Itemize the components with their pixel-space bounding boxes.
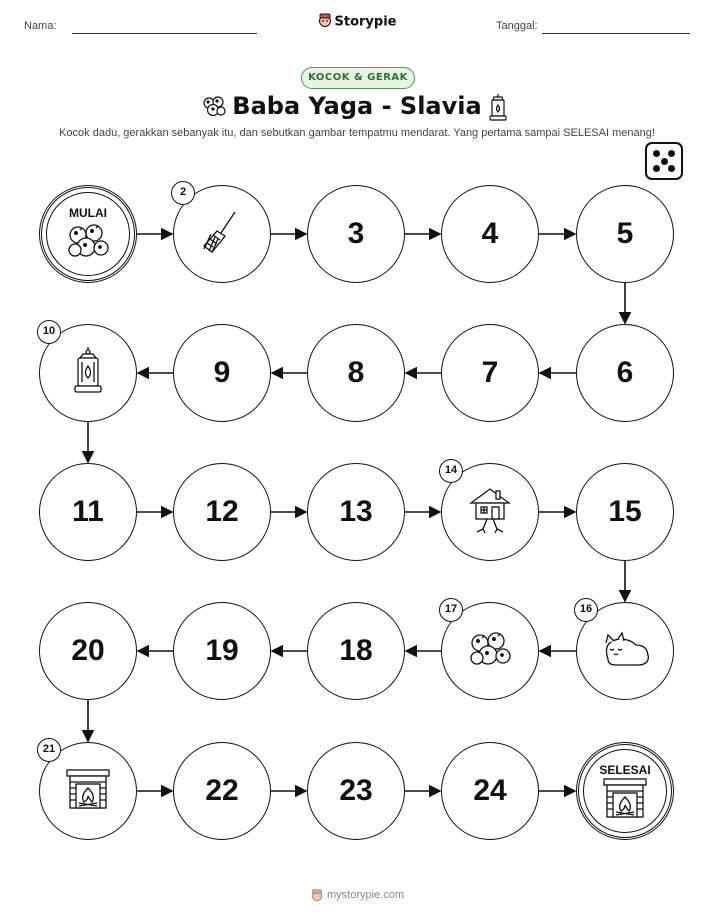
storypie-logo-icon	[310, 888, 324, 902]
board-space-23	[307, 742, 405, 840]
board-space-12	[173, 463, 271, 561]
space-label: MULAI	[69, 206, 107, 220]
board-space-5	[576, 185, 674, 283]
space-number-badge: 2	[171, 181, 195, 205]
space-number: 20	[71, 634, 105, 667]
space-number-badge: 16	[574, 598, 598, 622]
board-space-19	[173, 602, 271, 700]
fireplace-icon	[65, 768, 111, 814]
board-space-18	[307, 602, 405, 700]
space-number: 4	[481, 217, 499, 250]
space-number: 12	[205, 495, 239, 528]
fireplace-icon	[602, 777, 648, 823]
space-number-badge: 14	[439, 459, 463, 483]
board-space-7	[441, 324, 539, 422]
space-number-badge: 10	[37, 320, 61, 344]
board-space-15	[576, 463, 674, 561]
space-label: SELESAI	[599, 763, 651, 777]
board-space-9	[173, 324, 271, 422]
activity-tag: KOCOK & GERAK	[301, 67, 415, 89]
instructions: Kocok dadu, gerakkan sebanyak itu, dan sebutkan gambar tempatmu mendarat. Yang pertama sampai SELESAI menang!	[59, 127, 655, 139]
footer-url: mystorypie.com	[0, 888, 714, 902]
space-number: 15	[608, 495, 642, 528]
space-number: 19	[205, 634, 239, 667]
broom-icon	[201, 209, 243, 259]
date-label: Tanggal:	[496, 20, 538, 32]
space-number-badge: 21	[37, 738, 61, 762]
space-number: 13	[339, 495, 373, 528]
cat-icon	[598, 629, 652, 673]
space-number: 3	[347, 217, 365, 250]
space-number: 24	[473, 774, 507, 807]
space-number: 9	[213, 356, 231, 389]
space-number: 5	[616, 217, 634, 250]
space-number: 22	[205, 774, 239, 807]
finish-space	[576, 742, 674, 840]
space-number-badge: 17	[439, 598, 463, 622]
board-space-13	[307, 463, 405, 561]
brand-name: Storypie	[334, 14, 397, 30]
board-space-22	[173, 742, 271, 840]
berries-icon	[66, 221, 110, 265]
board-space-6	[576, 324, 674, 422]
lantern-icon	[72, 346, 104, 400]
board-space-11	[39, 463, 137, 561]
berries-icon	[468, 629, 512, 673]
space-number: 18	[339, 634, 373, 667]
space-number: 6	[616, 356, 634, 389]
name-label: Nama:	[24, 20, 57, 32]
board-space-3	[307, 185, 405, 283]
board-space-8	[307, 324, 405, 422]
space-number: 23	[339, 774, 373, 807]
space-number: 7	[481, 356, 499, 389]
board-space-4	[441, 185, 539, 283]
board-space-24	[441, 742, 539, 840]
hut-icon	[467, 485, 513, 539]
page-title: Baba Yaga - Slavia	[232, 92, 482, 120]
start-space	[39, 185, 137, 283]
space-number: 11	[72, 495, 104, 528]
board-space-20	[39, 602, 137, 700]
space-number: 8	[347, 356, 365, 389]
